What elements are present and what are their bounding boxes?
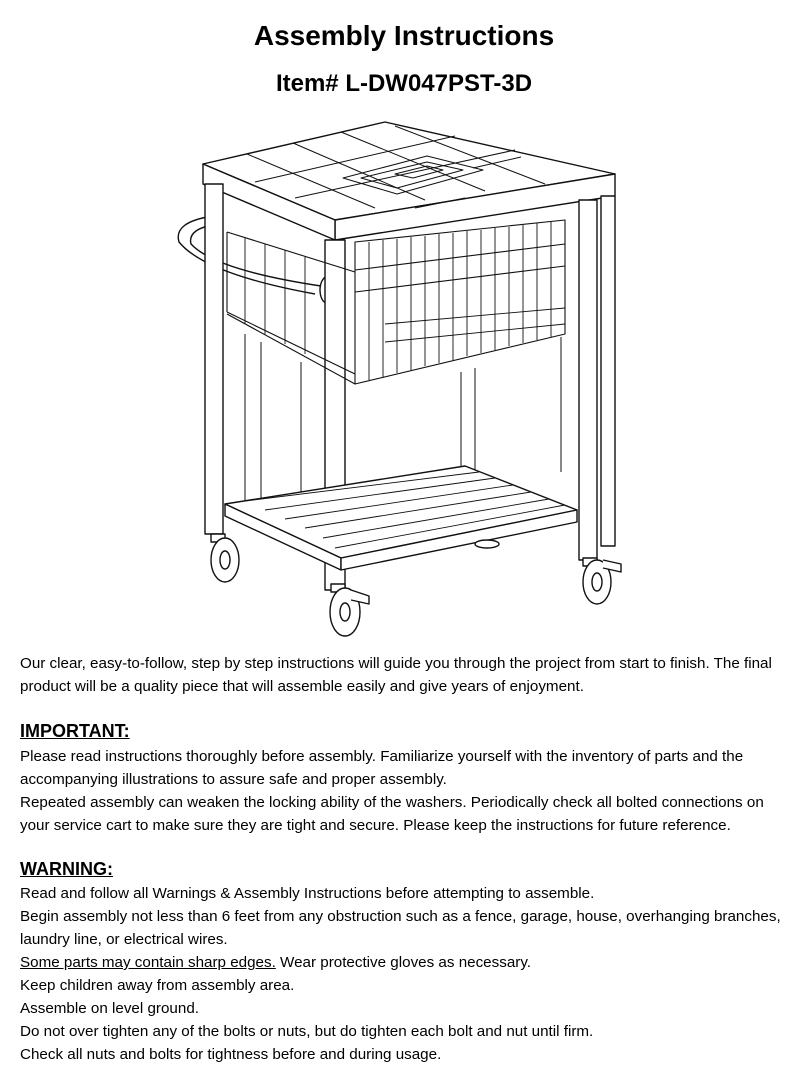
warning-line: Begin assembly not less than 6 feet from any obstruction such as a fence, garage, house, overhanging branches, (20, 908, 781, 925)
service-cart-illustration (165, 112, 645, 642)
warning-line: Assemble on level ground. (20, 1000, 199, 1017)
intro-paragraph (20, 652, 795, 698)
warning-line: Check all nuts and bolts for tightness before and during usage. (20, 1046, 442, 1063)
warning-line: laundry line, or electrical wires. (20, 931, 228, 948)
warning-line: Do not over tighten any of the bolts or nuts, but do tighten each bolt and nut until firm. (20, 1023, 594, 1040)
warning-section (20, 882, 795, 1066)
sharp-edges-text: Some parts may contain sharp edges. (20, 954, 276, 971)
item-number: Item# L-DW047PST-3D (275, 70, 533, 97)
important-heading: IMPORTANT: (20, 721, 130, 741)
important-line: Please read instructions thoroughly before assembly. Familiarize yourself with the inventory of parts and the (20, 748, 744, 765)
intro-line: Our clear, easy-to-follow, step by step instructions will guide you through the project from start to finish. The final (20, 655, 772, 672)
important-line: accompanying illustrations to assure safe and proper assembly. (20, 771, 447, 788)
warning-line: Read and follow all Warnings & Assembly Instructions before attempting to assemble. (20, 885, 595, 902)
warning-heading: WARNING: (20, 859, 113, 879)
important-line: your service cart to make sure they are tight and secure. Please keep the instructions for future reference. (20, 817, 731, 834)
gloves-text: Wear protective gloves as necessary. (275, 954, 532, 971)
warning-line: Keep children away from assembly area. (20, 977, 295, 994)
important-line: Repeated assembly can weaken the locking ability of the washers. Periodically check all bolted connections on (20, 794, 764, 811)
intro-line: product will be a quality piece that will assemble easily and give years of enjoyment. (20, 678, 584, 695)
warning-line-sharp-edges (20, 951, 795, 974)
page-title: Assembly Instructions (253, 20, 555, 51)
wire-basket (227, 220, 565, 384)
important-section (20, 745, 795, 837)
